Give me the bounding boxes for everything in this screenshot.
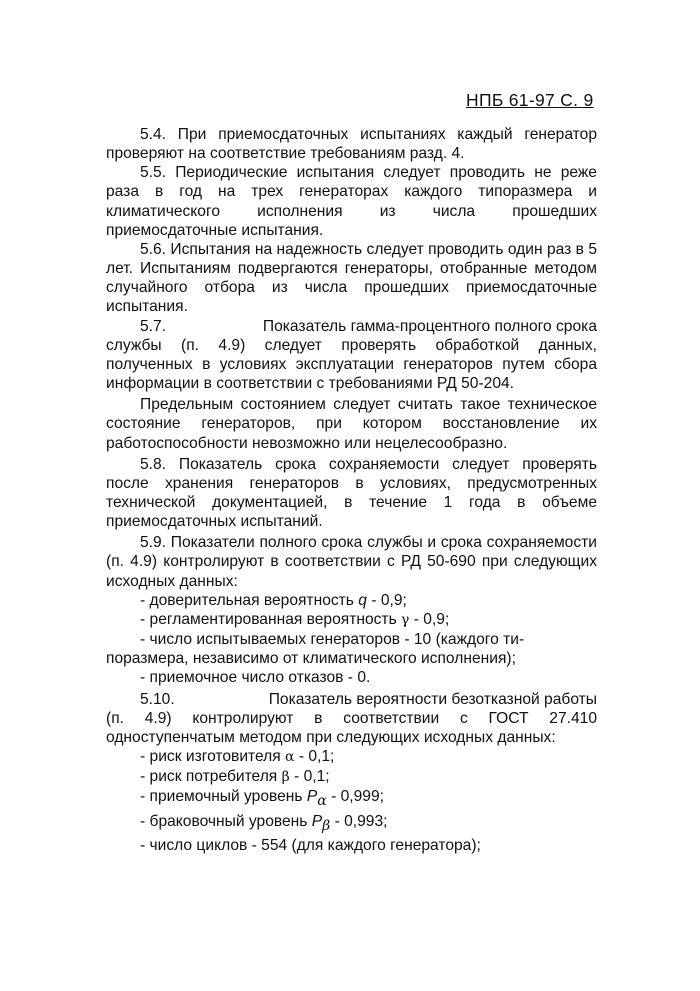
paragraph-5-8: 5.8. Показатель срока сохраняемости следует проверять после хранения генераторов в условиях, предусмотренных технической документацией, в течение 1 года в объеме приемосдаточных испытаний.: [106, 455, 597, 531]
beta-symbol: β: [281, 769, 290, 786]
paragraph-5-10-lead: Показатель вероятности безотказной работы: [268, 690, 597, 708]
paragraph-5-7-lead: Показатель гамма-процентного полного срока: [262, 317, 597, 335]
paragraph-5-5: 5.5. Периодические испытания следует проводить не реже раза в год на трех генераторах каждого типоразмера и климатического исполнения из числа прошедших приемосдаточные испытания.: [106, 164, 597, 239]
list-item: - число испытываемых генераторов - 10 (каждого ти-: [140, 631, 525, 649]
paragraph-5-10-label: 5.10.: [140, 690, 175, 708]
paragraph-5-9: 5.9. Показатели полного срока службы и срока сохраняемости (п. 4.9) контролируют в соответствии с РД 50-690 при следующих исходных данных:: [106, 534, 597, 590]
q-symbol: q: [358, 591, 367, 609]
list-item: - регламентированная вероятность γ - 0,9;: [140, 610, 450, 628]
paragraph-5-6: 5.6. Испытания на надежность следует проводить один раз в 5 лет. Испытаниям подвергаются генераторы, отобранные методом случайного отбора из числа прошедших приемосдаточные испытания.: [106, 240, 597, 316]
paragraph-5-7: [106, 317, 597, 394]
list-item: - приемочный уровень $P_\alpha - 0,999$;: [140, 788, 384, 810]
page-header: НПБ 61-97 С. 9: [466, 90, 594, 110]
list-item: - риск изготовителя α - 0,1;: [140, 748, 335, 765]
p-beta-symbol: $P_\beta$: [311, 812, 331, 834]
paragraph-5-10-rest: (п. 4.9) контролируют в соответствии с ГОСТ 27.410 одноступенчатым методом при следующих исходных данных:: [106, 709, 597, 746]
p-alpha-symbol: $P_\alpha$: [306, 788, 327, 810]
document-body: [106, 125, 597, 855]
alpha-symbol: α: [285, 749, 295, 765]
list-item: - доверительная вероятность q - 0,9;: [140, 591, 407, 609]
gamma-symbol: γ: [401, 611, 410, 628]
list-item-continuation: поразмера, независимо от климатического исполнения);: [106, 650, 516, 668]
paragraph-5-7-limit-state: Предельным состоянием следует считать такое техническое состояние генераторов, при котором восстановление их работоспособности невозможно или нецелесообразно.: [106, 396, 597, 452]
list-item: - число циклов - 554 (для каждого генератора);: [140, 836, 481, 854]
paragraph-5-7-label: 5.7.: [140, 317, 167, 335]
list-item: - риск потребителя β - 0,1;: [140, 768, 330, 786]
paragraph-5-7-rest: службы (п. 4.9) следует проверять обработкой данных, полученных в условиях эксплуатации генераторов путем сбора информации в соответствии с требованиями РД 50-204.: [106, 336, 597, 393]
list-item: - приемочное число отказов - 0.: [140, 669, 371, 687]
paragraph-5-4: 5.4. При приемосдаточных испытаниях каждый генератор проверяют на соответствие требованиям разд. 4.: [106, 126, 597, 163]
paragraph-5-10: [106, 690, 597, 747]
list-item: - браковочный уровень $P_\beta - 0,993$;: [140, 812, 388, 834]
